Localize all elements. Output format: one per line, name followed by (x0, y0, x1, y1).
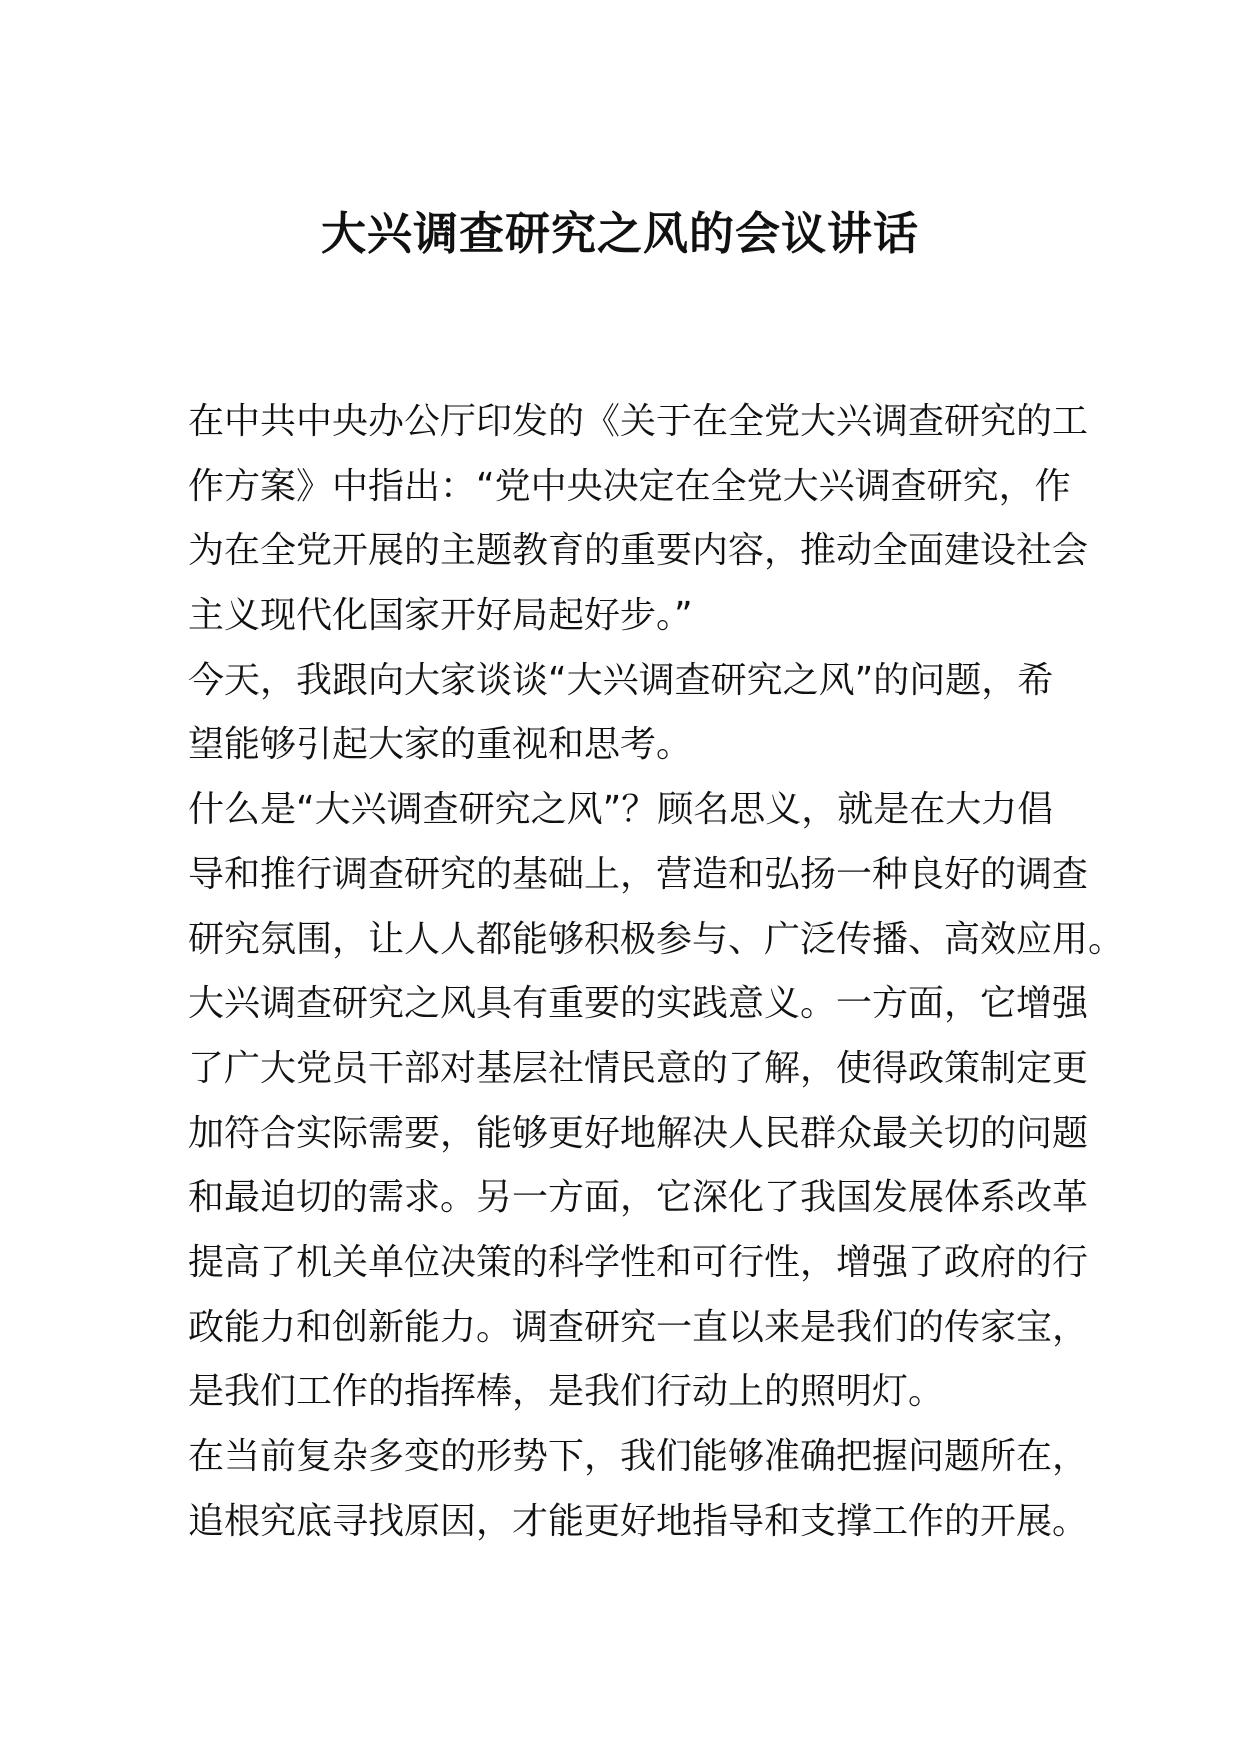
body-line: 作方案》中指出：“党中央决定在全党大兴调查研究，作 (188, 465, 1071, 507)
document-body (188, 390, 1125, 1554)
body-line: 为在全党开展的主题教育的重要内容，推动全面建设社会 (188, 530, 1089, 572)
body-line: 主义现代化国家开好局起好步。” (188, 595, 693, 637)
body-line: 望能够引起大家的重视和思考。 (188, 724, 693, 766)
body-line: 大兴调查研究之风具有重要的实践意义。一方面，它增强 (188, 983, 1089, 1025)
body-line: 加符合实际需要，能够更好地解决人民群众最关切的问题 (188, 1112, 1089, 1154)
body-line: 和最迫切的需求。另一方面，它深化了我国发展体系改革 (188, 1177, 1089, 1219)
body-line: 提高了机关单位决策的科学性和可行性，增强了政府的行 (188, 1241, 1089, 1283)
body-line: 什么是“大兴调查研究之风”？顾名思义，就是在大力倡 (188, 789, 1054, 831)
body-line: 政能力和创新能力。调查研究一直以来是我们的传家宝， (188, 1306, 1089, 1348)
body-line: 了广大党员干部对基层社情民意的了解，使得政策制定更 (188, 1047, 1089, 1089)
body-line: 在中共中央办公厅印发的《关于在全党大兴调查研究的工 (188, 401, 1089, 442)
body-line: 今天，我跟向大家谈谈“大兴调查研究之风”的问题，希 (188, 659, 1054, 701)
document-title: 大兴调查研究之风的会议讲话 (320, 207, 919, 260)
body-line: 追根究底寻找原因，才能更好地指导和支撑工作的开展。 (188, 1500, 1089, 1542)
body-line: 研究氛围，让人人都能够积极参与、广泛传播、高效应用。 (188, 918, 1125, 960)
body-line: 是我们工作的指挥棒，是我们行动上的照明灯。 (188, 1371, 945, 1413)
body-line: 在当前复杂多变的形势下，我们能够准确把握问题所在， (188, 1436, 1089, 1477)
body-line: 导和推行调查研究的基础上，营造和弘扬一种良好的调查 (188, 853, 1089, 895)
